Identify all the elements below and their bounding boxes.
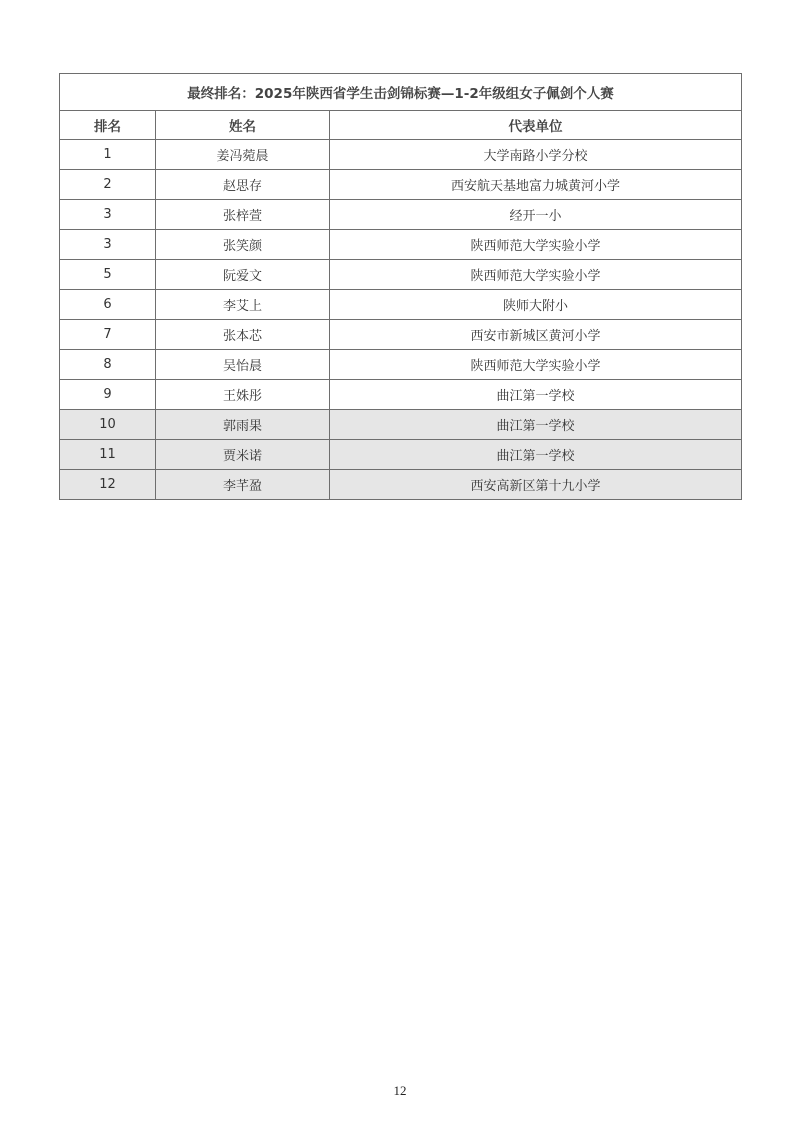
cell-unit: 西安市新城区黄河小学 (330, 320, 742, 350)
table-row (60, 320, 742, 350)
cell-unit: 西安航天基地富力城黄河小学 (330, 170, 742, 200)
page-number: 12 (393, 1083, 407, 1098)
cell-name: 王姝彤 (156, 380, 330, 410)
cell-unit: 陕师大附小 (330, 290, 742, 320)
cell-unit: 大学南路小学分校 (330, 140, 742, 170)
cell-rank: 7 (60, 320, 156, 350)
cell-name: 张梓萱 (156, 200, 330, 230)
cell-unit: 曲江第一学校 (330, 380, 742, 410)
table-row (60, 230, 742, 260)
results-table (59, 73, 742, 500)
cell-name: 赵思存 (156, 170, 330, 200)
cell-name: 李艾上 (156, 290, 330, 320)
header-rank: 排名 (60, 111, 156, 140)
header-name: 姓名 (156, 111, 330, 140)
cell-rank: 6 (60, 290, 156, 320)
table-row (60, 380, 742, 410)
table-row (60, 410, 742, 440)
table-row (60, 170, 742, 200)
table-row (60, 290, 742, 320)
cell-unit: 陕西师范大学实验小学 (330, 350, 742, 380)
cell-name: 贾米诺 (156, 440, 330, 470)
cell-rank: 10 (60, 410, 156, 440)
table-title: 最终排名：2025年陕西省学生击剑锦标赛—1-2年级组女子佩剑个人赛 (60, 74, 742, 111)
cell-unit: 陕西师范大学实验小学 (330, 230, 742, 260)
cell-name: 张笑颜 (156, 230, 330, 260)
cell-unit: 西安高新区第十九小学 (330, 470, 742, 500)
cell-unit: 曲江第一学校 (330, 440, 742, 470)
cell-unit: 经开一小 (330, 200, 742, 230)
table-title-row (60, 74, 742, 111)
cell-name: 张本芯 (156, 320, 330, 350)
cell-name: 阮爱文 (156, 260, 330, 290)
cell-rank: 1 (60, 140, 156, 170)
cell-rank: 5 (60, 260, 156, 290)
cell-unit: 陕西师范大学实验小学 (330, 260, 742, 290)
cell-rank: 3 (60, 200, 156, 230)
cell-rank: 12 (60, 470, 156, 500)
table-row (60, 440, 742, 470)
table-row (60, 260, 742, 290)
table-row (60, 350, 742, 380)
cell-rank: 2 (60, 170, 156, 200)
cell-name: 李芊盈 (156, 470, 330, 500)
table-body (60, 140, 742, 500)
cell-name: 郭雨果 (156, 410, 330, 440)
cell-name: 姜冯菀晨 (156, 140, 330, 170)
cell-rank: 8 (60, 350, 156, 380)
table-row (60, 470, 742, 500)
cell-rank: 9 (60, 380, 156, 410)
cell-rank: 3 (60, 230, 156, 260)
cell-name: 吴怡晨 (156, 350, 330, 380)
table-row (60, 140, 742, 170)
table-row (60, 200, 742, 230)
cell-unit: 曲江第一学校 (330, 410, 742, 440)
header-unit: 代表单位 (330, 111, 742, 140)
table-header-row (60, 111, 742, 140)
cell-rank: 11 (60, 440, 156, 470)
